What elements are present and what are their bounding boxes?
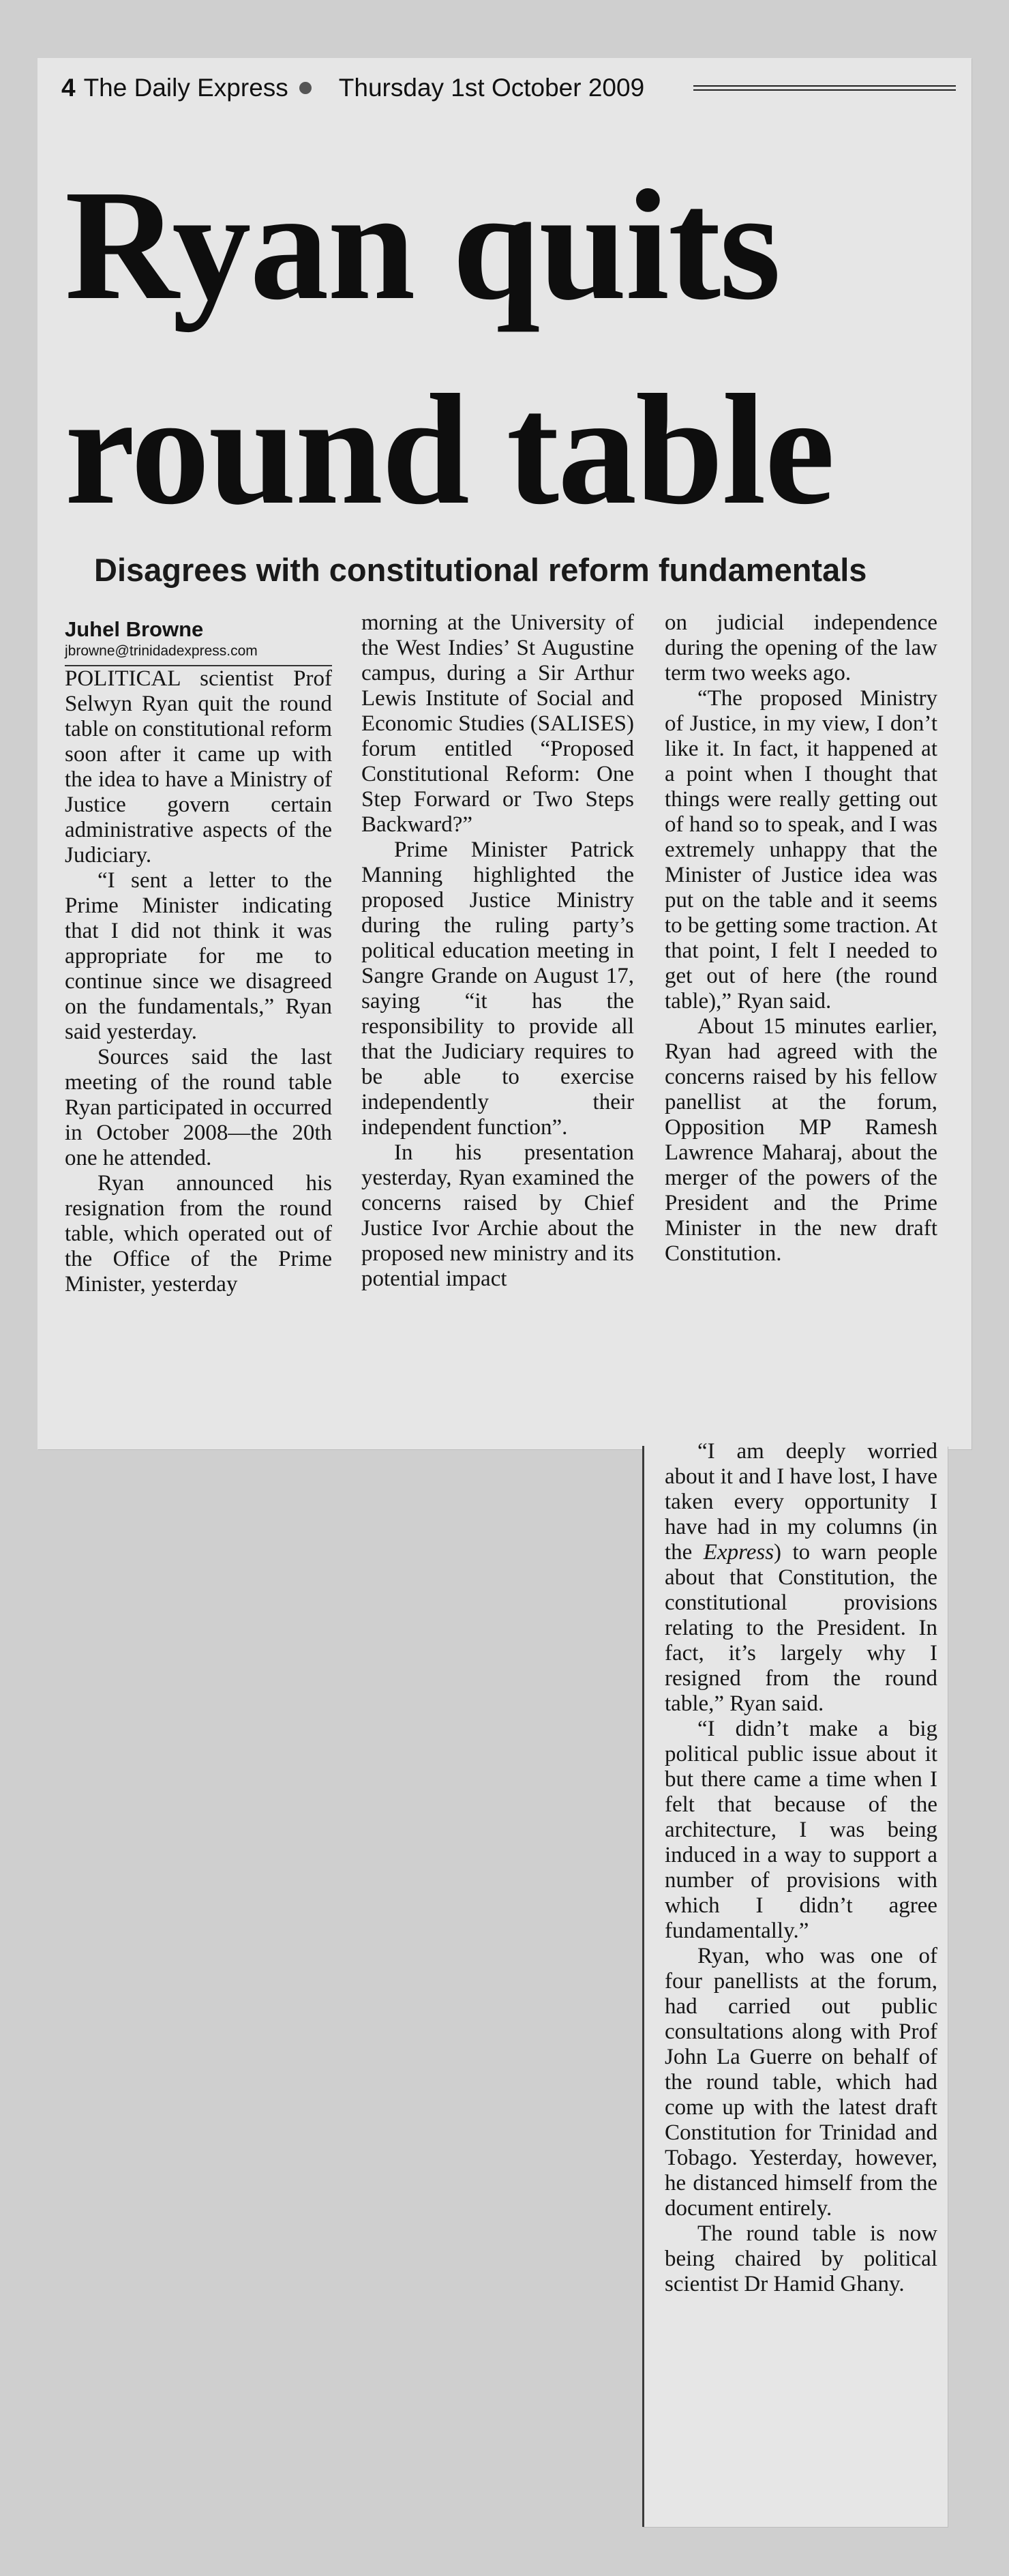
paragraph: The round table is now being chaired by political scientist Dr Hamid Ghany. [665, 2221, 937, 2296]
quote-segment: ) to warn people about that Constitution, the constitutional provisions relating to the President. In fact, it’s largely why I resigned from the round table,” Ryan said. [665, 1540, 937, 1716]
paragraph: Ryan announced his resignation from the round table, which operated out of the Office of the Prime Minister, yesterday [65, 1171, 332, 1297]
publication-reference: Express [703, 1540, 774, 1565]
author-email: jbrowne@trinidadexpress.com [65, 642, 332, 666]
masthead [61, 71, 975, 105]
article-column-3 [665, 610, 937, 1267]
masthead-rule [693, 85, 956, 91]
publication-name: The Daily Express [83, 74, 288, 102]
paragraph: “I sent a letter to the Prime Minister indicating that I did not think it was appropriate for me to continue since we disagreed on the fundamentals,” Ryan said yesterday. [65, 868, 332, 1044]
issue-date: Thursday 1st October 2009 [338, 74, 645, 102]
headline-line-1: Ryan quits [65, 158, 780, 333]
paragraph: In his presentation yesterday, Ryan examined the concerns raised by Chief Justice Ivor Archie about the proposed new ministry and its potential impact [361, 1140, 634, 1291]
headline [65, 143, 958, 552]
paragraph: morning at the University of the West Indies’ St Augustine campus, during a Sir Arthur Lewis Institute of Social and Economic Studies (SALISES) forum entitled “Proposed Constitutional Reform: One Step Forward or Two Steps Backward?” [361, 610, 634, 837]
bullet-icon [299, 82, 312, 94]
article-column-4 [665, 1439, 937, 2297]
paragraph [665, 1439, 937, 1717]
paragraph: About 15 minutes earlier, Ryan had agreed with the concerns raised by his fellow panellist at the forum, Opposition MP Ramesh Lawrence Maharaj, about the merger of the powers of the President and the Prime Minister in the new draft Constitution. [665, 1014, 937, 1266]
paragraph: Prime Minister Patrick Manning highlighted the proposed Justice Ministry during the ruling party’s political education meeting in Sangre Grande on August 17, saying “it has the responsibility to provide all that the Judiciary requires to be able to exercise independently their independent function”. [361, 838, 634, 1140]
paragraph: POLITICAL scientist Prof Selwyn Ryan quit the round table on constitutional reform soon after it came up with the idea to have a Ministry of Justice govern certain administrative aspects of the Judiciary. [65, 666, 332, 868]
subheadline: Disagrees with constitutional reform fundamentals [94, 552, 867, 588]
paragraph: Ryan, who was one of four panellists at the forum, had carried out public consultations along with Prof John La Guerre on behalf of the round table, which had come up with the latest draft Constitution for Trinidad and Tobago. Yesterday, however, he distanced himself from the document entirely. [665, 1944, 937, 2221]
article-column-1 [65, 617, 332, 1297]
headline-line-2: round table [65, 362, 834, 537]
article-column-2 [361, 610, 634, 1292]
paragraph: Sources said the last meeting of the round table Ryan participated in occurred in October 2008—the 20th one he attended. [65, 1045, 332, 1170]
quote-segment: “I am deeply worried about it and I have lost, I have taken every opportunity I have had in my columns (in the [665, 1439, 937, 1565]
paragraph: “The proposed Ministry of Justice, in my view, I don’t like it. In fact, it happened at a point when I thought that things were really getting out of hand so to speak, and I was extremely unhappy that the Minister of Justice idea was put on the table and it seems to be getting some traction. At that point, I felt I needed to get out of here (the round table),” Ryan said. [665, 686, 937, 1013]
paragraph: on judicial independence during the opening of the law term two weeks ago. [665, 610, 937, 685]
byline: Juhel Browne [65, 617, 204, 641]
page-number: 4 [61, 74, 76, 102]
paragraph: “I didn’t make a big political public issue about it but there came a time when I felt that because of the architecture, I was being induced in a way to support a number of provisions with which I didn’t agree fundamentally.” [665, 1717, 937, 1943]
